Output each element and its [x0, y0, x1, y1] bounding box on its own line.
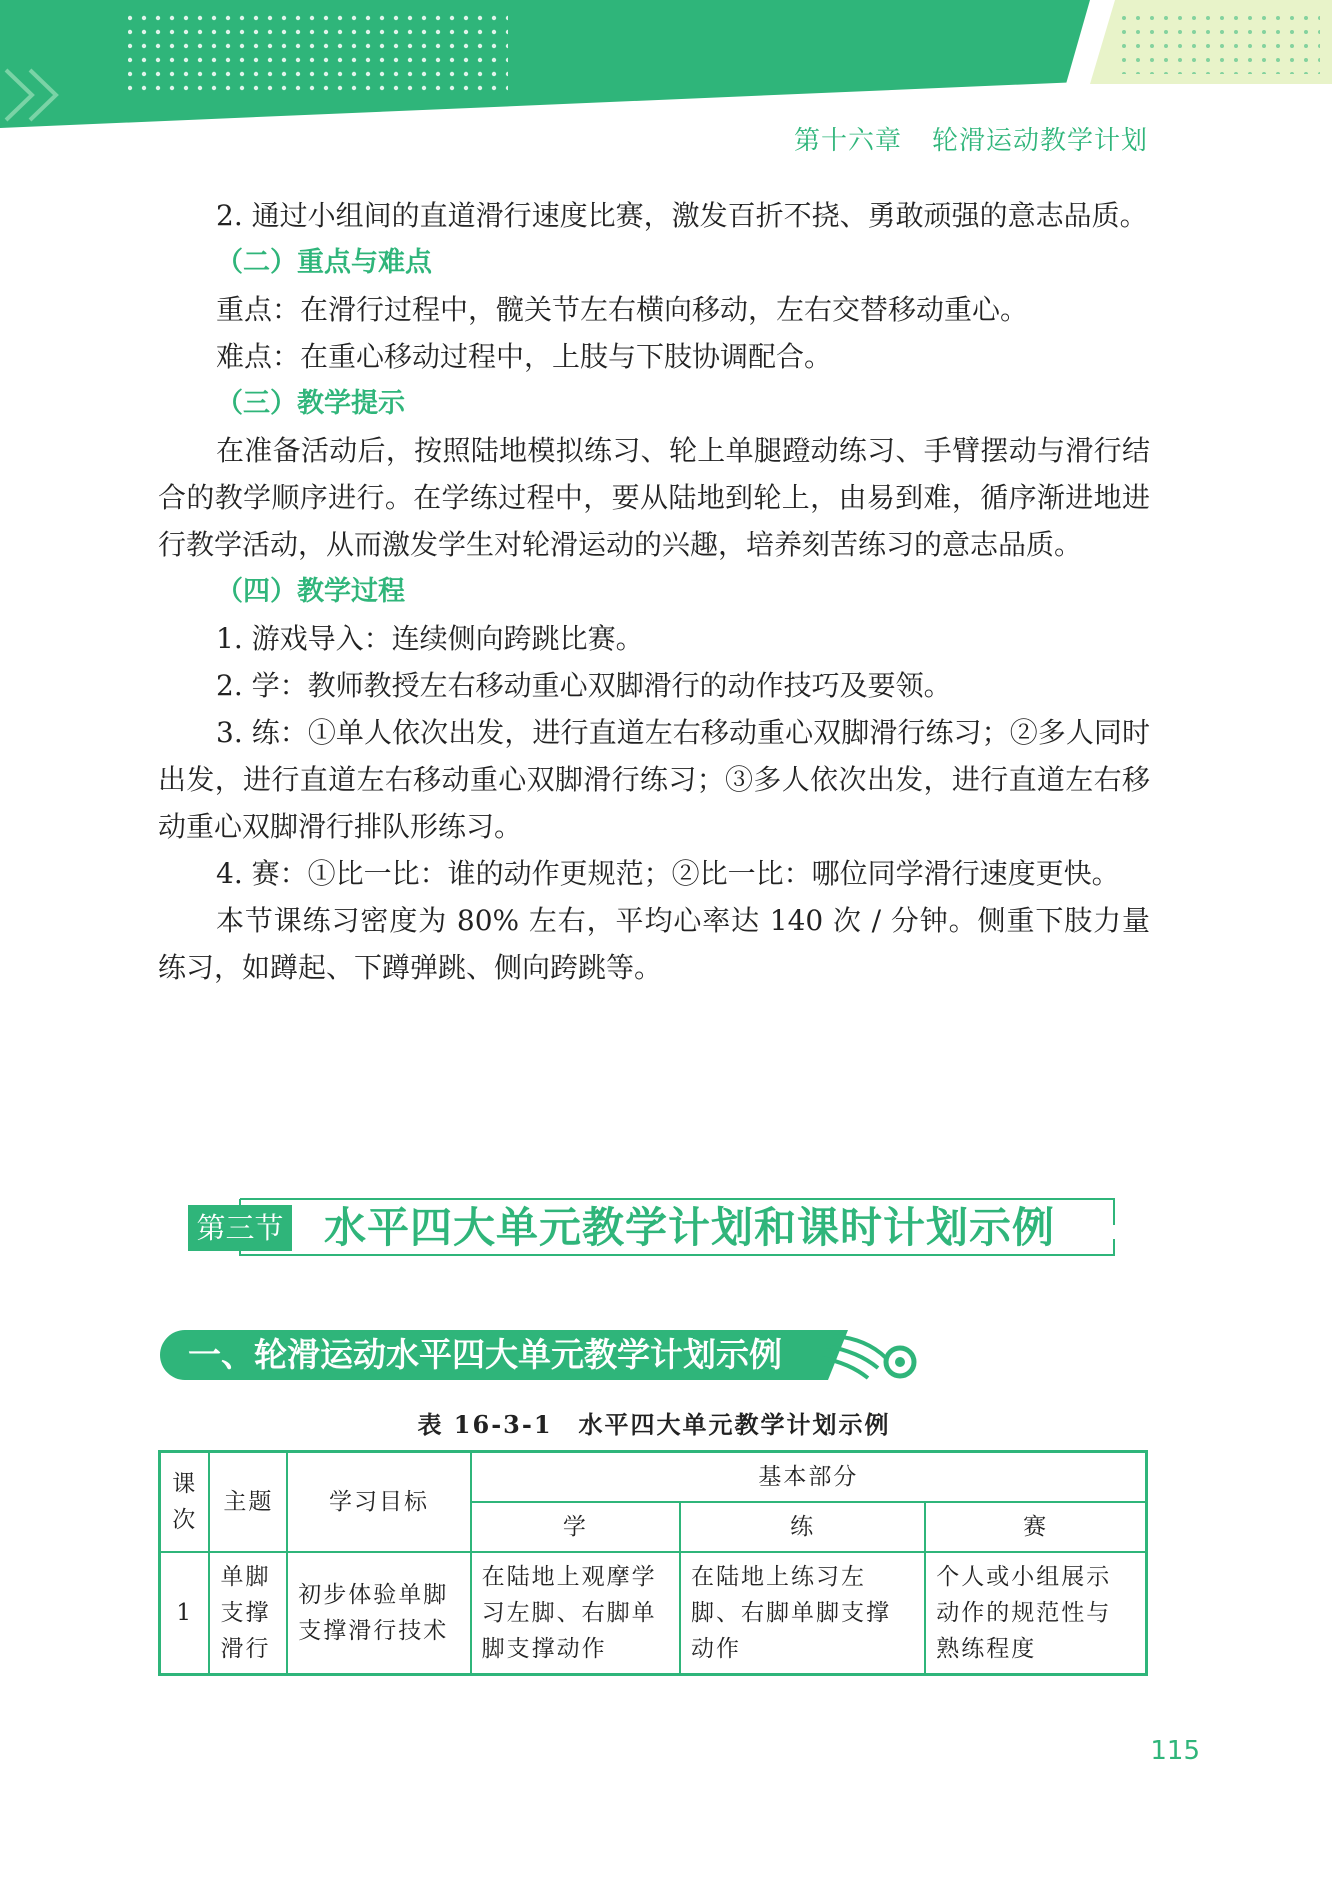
table-caption: 表 16-3-1 水平四大单元教学计划示例: [417, 1410, 891, 1439]
section-heading: [188, 1195, 1118, 1259]
subsection-title: 一、轮滑运动水平四大单元教学计划示例: [188, 1335, 782, 1374]
cell-practice: 在陆地上练习左脚、右脚单脚支撑动作: [680, 1552, 925, 1675]
top-banner: [0, 0, 1332, 130]
header-learn: 学: [471, 1502, 680, 1552]
paragraph: 在准备活动后，按照陆地模拟练习、轮上单腿蹬动练习、手臂摆动与滑行结合的教学顺序进行。在学练过程中，要从陆地到轮上，由易到难，循序渐进地进行教学活动，从而激发学生对轮滑运动的兴趣，培养刻苦练习的意志品质。: [158, 434, 1150, 561]
paragraph: 3. 练：①单人依次出发，进行直道左右移动重心双脚滑行练习；②多人同时出发，进行直道左右移动重心双脚滑行练习；③多人依次出发，进行直道左右移动重心双脚滑行排队形练习。: [158, 716, 1150, 843]
paragraph: 1. 游戏导入：连续侧向跨跳比赛。: [216, 622, 644, 655]
heading-teaching-tips: （三）教学提示: [216, 388, 405, 419]
paragraph: 重点：在滑行过程中，髋关节左右横向移动，左右交替移动重心。: [216, 293, 1029, 326]
cell-lesson: 1: [160, 1552, 210, 1675]
heading-teaching-process: （四）教学过程: [216, 576, 405, 607]
section-label: 第三节: [188, 1205, 292, 1251]
header-topic: 主题: [209, 1452, 287, 1553]
header-compete: 赛: [925, 1502, 1146, 1552]
body-text: [158, 192, 1150, 991]
section-title: 水平四大单元教学计划和课时计划示例: [324, 1203, 1056, 1252]
header-lesson: 课次: [160, 1452, 210, 1553]
paragraph: 本节课练习密度为 80% 左右，平均心率达 140 次 / 分钟。侧重下肢力量练习，如蹲起、下蹲弹跳、侧向跨跳等。: [158, 904, 1150, 984]
table-row: [160, 1552, 1147, 1675]
header-basic: 基本部分: [471, 1452, 1147, 1503]
chapter-number: 第十六章: [793, 126, 902, 156]
cell-goal: 初步体验单脚支撑滑行技术: [287, 1552, 470, 1675]
page-number: 115: [1150, 1736, 1200, 1766]
cell-learn: 在陆地上观摩学习左脚、右脚单脚支撑动作: [471, 1552, 680, 1675]
teaching-plan-table: [158, 1450, 1148, 1676]
chapter-header: [794, 120, 1148, 157]
cell-topic: 单脚支撑滑行: [209, 1552, 287, 1675]
paragraph: 2. 通过小组间的直道滑行速度比赛，激发百折不挠、勇敢顽强的意志品质。: [216, 199, 1148, 232]
header-goal: 学习目标: [287, 1452, 470, 1553]
paragraph: 2. 学：教师教授左右移动重心双脚滑行的动作技巧及要领。: [216, 669, 952, 702]
cell-compete: 个人或小组展示动作的规范性与熟练程度: [925, 1552, 1146, 1675]
paragraph: 4. 赛：①比一比：谁的动作更规范；②比一比：哪位同学滑行速度更快。: [216, 857, 1120, 890]
paragraph: 难点：在重心移动过程中，上肢与下肢协调配合。: [216, 340, 833, 373]
table-header-row: [160, 1452, 1147, 1503]
heading-key-points: （二）重点与难点: [216, 247, 432, 278]
chapter-title: 轮滑运动教学计划: [931, 126, 1148, 156]
header-practice: 练: [680, 1502, 925, 1552]
